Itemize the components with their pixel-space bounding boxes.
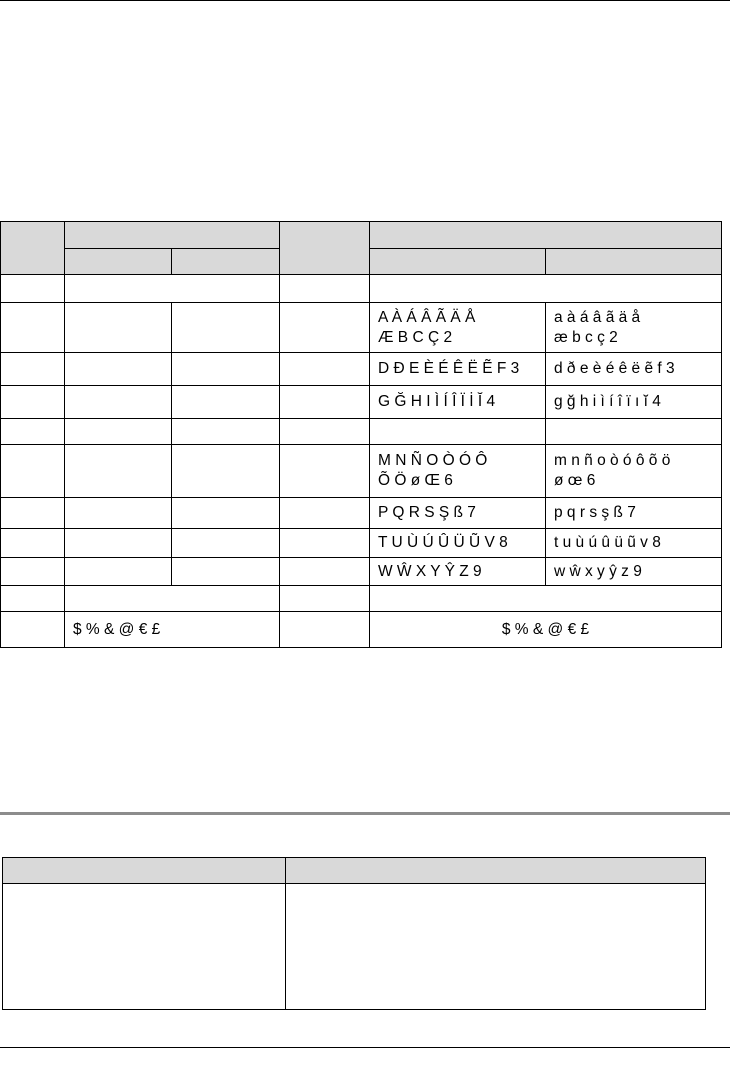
- subheader-cell: [370, 249, 546, 275]
- row-cell: [280, 498, 370, 529]
- upper-chars-cell: T U Ù Ú Û Ü Ũ V 8: [370, 529, 546, 558]
- row-cell: [172, 529, 280, 558]
- row-cell: [172, 353, 280, 386]
- row-key-cell: [1, 558, 65, 586]
- row-cell: [370, 586, 722, 612]
- row-key-cell: [1, 612, 65, 648]
- upper-chars: Õ Ö ø Œ 6: [378, 472, 453, 489]
- row-cell: [65, 498, 172, 529]
- upper-chars-cell: [370, 419, 546, 445]
- row-key-cell: [1, 353, 65, 386]
- header-cell-group-left: [65, 222, 280, 249]
- header-cell-key: [1, 222, 65, 275]
- info-header-row: [3, 858, 706, 884]
- lower-chars: m n ñ o ò ó ô õ ö: [554, 452, 671, 469]
- table-row: [1, 445, 722, 498]
- row-key-cell: [1, 303, 65, 353]
- row-cell: [370, 275, 722, 303]
- row-key-cell: [1, 529, 65, 558]
- upper-chars-cell: G Ğ H I Ì Í Î Ï İ Ĭ 4: [370, 386, 546, 419]
- row-cell: [280, 303, 370, 353]
- header-cell-group-right: [370, 222, 722, 249]
- row-key-cell: [1, 498, 65, 529]
- lower-chars-cell: g ğ h i ì í î ï ı ĭ 4: [546, 386, 722, 419]
- row-cell: [280, 353, 370, 386]
- row-cell: [280, 529, 370, 558]
- row-cell: [280, 558, 370, 586]
- lower-chars-cell: d ð e è é ê ë ẽ f 3: [546, 353, 722, 386]
- table-row: [1, 498, 722, 529]
- row-key-cell: [1, 586, 65, 612]
- row-cell: [172, 303, 280, 353]
- lower-chars: ø œ 6: [554, 472, 596, 489]
- lower-chars-cell: t u ù ú û ü ũ v 8: [546, 529, 722, 558]
- row-cell: [172, 386, 280, 419]
- lower-chars: æ b c ç 2: [554, 328, 618, 346]
- row-cell: [172, 419, 280, 445]
- symbols-cell-left: $ % & @ € £: [65, 612, 280, 648]
- row-key-cell: [1, 275, 65, 303]
- lower-chars-cell: [546, 445, 722, 498]
- row-cell: [65, 419, 172, 445]
- row-cell: [172, 558, 280, 586]
- row-cell: [65, 445, 172, 498]
- row-cell: [280, 419, 370, 445]
- table-row: [1, 303, 722, 353]
- row-cell: [280, 445, 370, 498]
- bottom-rule: [0, 1047, 730, 1048]
- header-cell-middle: [280, 222, 370, 275]
- character-table: [0, 221, 722, 648]
- upper-chars-cell: W Ŵ X Y Ŷ Z 9: [370, 558, 546, 586]
- info-cell-right: [286, 884, 706, 1010]
- table-row: [1, 419, 722, 445]
- row-cell: [65, 353, 172, 386]
- row-cell: [172, 445, 280, 498]
- lower-chars-cell: p q r s ş ß 7: [546, 498, 722, 529]
- info-table: [2, 857, 706, 1010]
- table-row: [1, 529, 722, 558]
- upper-chars: A À Á Â Ã Ä Å: [378, 308, 476, 326]
- row-cell: [65, 275, 280, 303]
- subheader-cell: [546, 249, 722, 275]
- upper-chars: M N Ñ O Ò Ó Ô: [378, 452, 488, 469]
- upper-chars-cell: [370, 445, 546, 498]
- section-divider: [0, 812, 730, 815]
- subheader-cell: [172, 249, 280, 275]
- row-key-cell: [1, 386, 65, 419]
- row-cell: [280, 386, 370, 419]
- table-row: [1, 275, 722, 303]
- row-cell: [280, 586, 370, 612]
- row-cell: [65, 386, 172, 419]
- row-cell: [280, 612, 370, 648]
- table-row: [1, 353, 722, 386]
- row-cell: [65, 586, 280, 612]
- upper-chars-cell: [370, 303, 546, 353]
- upper-chars-cell: D Đ E È É Ê Ë Ẽ F 3: [370, 353, 546, 386]
- table-row: [1, 612, 722, 648]
- row-cell: [172, 498, 280, 529]
- upper-chars: Æ B C Ç 2: [378, 328, 453, 346]
- lower-chars-cell: [546, 419, 722, 445]
- subheader-cell: [65, 249, 172, 275]
- info-cell-left: [3, 884, 286, 1010]
- row-cell: [65, 558, 172, 586]
- info-header-cell-left: [3, 858, 286, 884]
- row-key-cell: [1, 445, 65, 498]
- upper-chars-cell: P Q R S Ş ß 7: [370, 498, 546, 529]
- row-cell: [65, 529, 172, 558]
- info-row: [3, 884, 706, 1010]
- row-cell: [65, 303, 172, 353]
- lower-chars-cell: [546, 303, 722, 353]
- table-row: [1, 586, 722, 612]
- row-key-cell: [1, 419, 65, 445]
- lower-chars-cell: w ŵ x y ŷ z 9: [546, 558, 722, 586]
- table-row: [1, 558, 722, 586]
- info-header-cell-right: [286, 858, 706, 884]
- row-cell: [280, 275, 370, 303]
- lower-chars: a à á â ã ä å: [554, 308, 641, 326]
- top-rule: [0, 0, 730, 1]
- table-header-row: [1, 222, 722, 249]
- table-row: [1, 386, 722, 419]
- symbols-cell-right: $ % & @ € £: [370, 612, 722, 648]
